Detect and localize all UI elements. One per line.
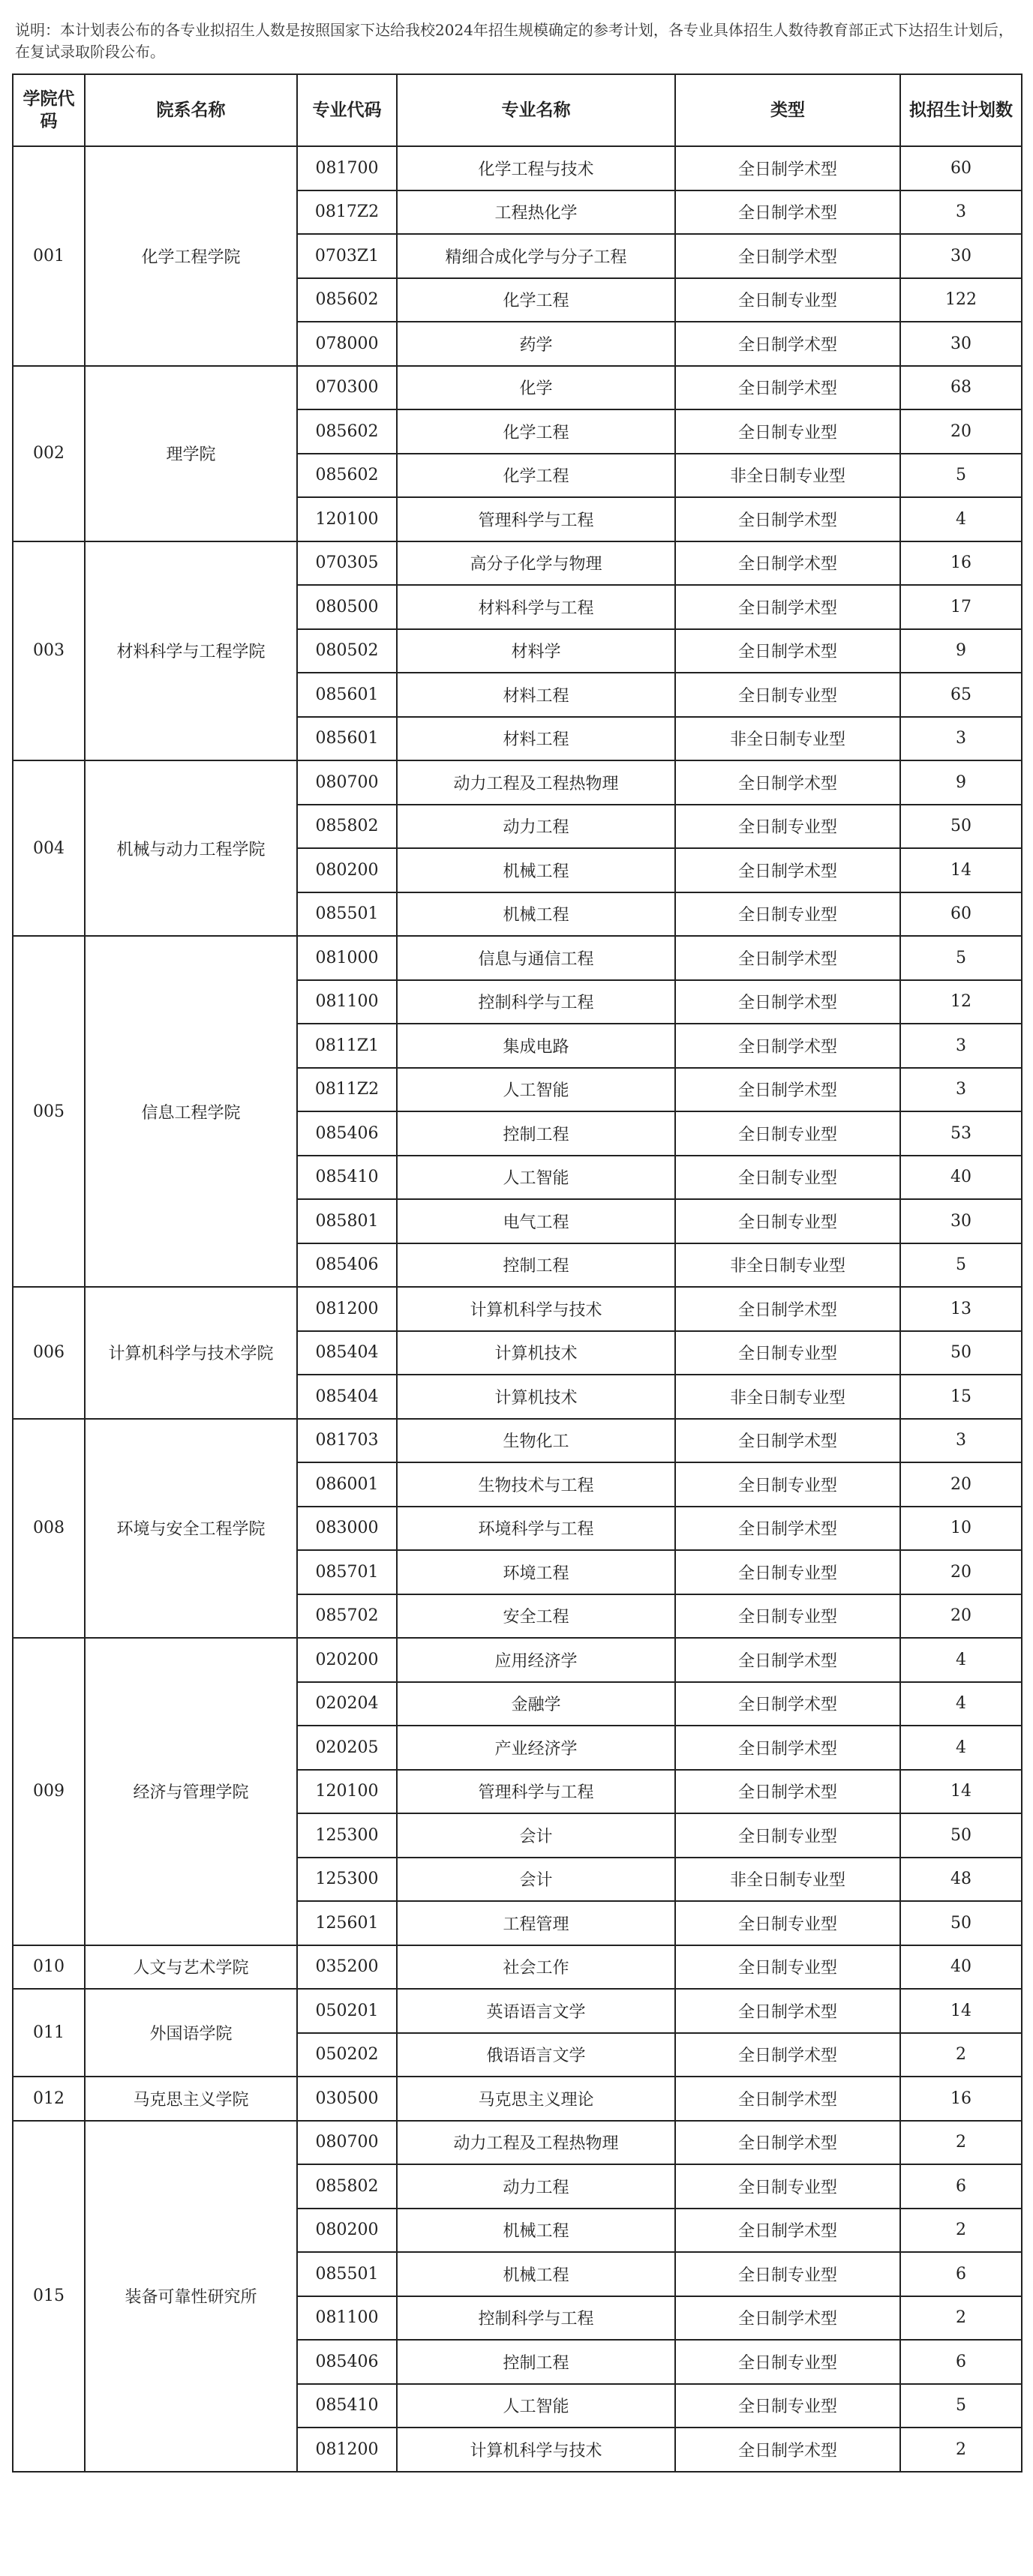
major-name-cell: 管理科学与工程 [397,1770,675,1814]
major-name-cell: 计算机科学与技术 [397,2428,675,2472]
quota-cell: 5 [900,454,1022,498]
type-cell: 全日制专业型 [675,892,900,937]
college-code-cell: 015 [13,2121,85,2472]
major-name-cell: 机械工程 [397,2252,675,2296]
type-cell: 全日制学术型 [675,2296,900,2341]
major-code-cell: 020200 [297,1638,397,1682]
major-code-cell: 020205 [297,1726,397,1770]
major-code-cell: 085602 [297,409,397,454]
major-code-cell: 085501 [297,892,397,937]
major-name-cell: 动力工程及工程热物理 [397,2121,675,2165]
type-cell: 全日制学术型 [675,1638,900,1682]
quota-cell: 4 [900,497,1022,541]
major-name-cell: 信息与通信工程 [397,936,675,980]
major-code-cell: 085601 [297,717,397,761]
quota-cell: 2 [900,2428,1022,2472]
college-name-cell: 人文与艺术学院 [85,1945,297,1990]
table-body [13,146,1022,2472]
type-cell: 全日制专业型 [675,278,900,322]
quota-cell: 4 [900,1726,1022,1770]
major-code-cell: 081200 [297,1287,397,1331]
major-code-cell: 070300 [297,366,397,410]
quota-cell: 5 [900,936,1022,980]
major-code-cell: 078000 [297,322,397,366]
major-code-cell: 125601 [297,1901,397,1945]
major-name-cell: 化学工程 [397,278,675,322]
quota-cell: 3 [900,1024,1022,1068]
major-name-cell: 社会工作 [397,1945,675,1990]
major-code-cell: 081700 [297,146,397,190]
major-code-cell: 030500 [297,2077,397,2121]
type-cell: 非全日制专业型 [675,454,900,498]
major-code-cell: 085404 [297,1331,397,1375]
major-name-cell: 人工智能 [397,1156,675,1200]
major-name-cell: 精细合成化学与分子工程 [397,234,675,278]
major-code-cell: 085801 [297,1199,397,1243]
major-name-cell: 材料工程 [397,717,675,761]
quota-cell: 20 [900,409,1022,454]
major-name-cell: 动力工程 [397,805,675,849]
major-name-cell: 人工智能 [397,2384,675,2428]
major-code-cell: 083000 [297,1507,397,1551]
major-name-cell: 环境工程 [397,1550,675,1594]
type-cell: 全日制学术型 [675,190,900,235]
type-cell: 全日制学术型 [675,1770,900,1814]
type-cell: 全日制学术型 [675,1507,900,1551]
type-cell: 全日制学术型 [675,2428,900,2472]
major-code-cell: 080502 [297,629,397,673]
table-row [13,1638,1022,1682]
quota-cell: 2 [900,2296,1022,2341]
quota-cell: 68 [900,366,1022,410]
type-cell: 全日制专业型 [675,1462,900,1507]
college-code-cell: 011 [13,1989,85,2077]
table-row [13,1989,1022,2033]
quota-cell: 9 [900,760,1022,805]
quota-cell: 15 [900,1375,1022,1419]
type-cell: 全日制专业型 [675,409,900,454]
table-row [13,146,1022,190]
quota-cell: 53 [900,1111,1022,1156]
college-code-cell: 003 [13,541,85,761]
type-cell: 全日制专业型 [675,2252,900,2296]
quota-cell: 50 [900,1901,1022,1945]
major-code-cell: 085702 [297,1594,397,1639]
header-major-name: 专业名称 [397,74,675,146]
quota-cell: 12 [900,980,1022,1024]
quota-cell: 4 [900,1682,1022,1726]
type-cell: 全日制学术型 [675,2121,900,2165]
type-cell: 全日制专业型 [675,805,900,849]
college-name-cell: 环境与安全工程学院 [85,1419,297,1639]
type-cell: 全日制专业型 [675,1156,900,1200]
quota-cell: 5 [900,1243,1022,1288]
major-code-cell: 085701 [297,1550,397,1594]
type-cell: 全日制学术型 [675,366,900,410]
table-row [13,2121,1022,2165]
major-name-cell: 控制工程 [397,1243,675,1288]
type-cell: 全日制专业型 [675,2164,900,2209]
major-name-cell: 动力工程及工程热物理 [397,760,675,805]
major-name-cell: 控制工程 [397,2340,675,2384]
major-name-cell: 化学 [397,366,675,410]
major-name-cell: 化学工程与技术 [397,146,675,190]
quota-cell: 50 [900,805,1022,849]
major-name-cell: 金融学 [397,1682,675,1726]
header-college-name: 院系名称 [85,74,297,146]
quota-cell: 14 [900,1770,1022,1814]
quota-cell: 20 [900,1550,1022,1594]
type-cell: 全日制专业型 [675,2340,900,2384]
quota-cell: 3 [900,190,1022,235]
major-code-cell: 081000 [297,936,397,980]
table-row [13,541,1022,586]
quota-cell: 5 [900,2384,1022,2428]
major-name-cell: 应用经济学 [397,1638,675,1682]
type-cell: 全日制学术型 [675,1287,900,1331]
major-name-cell: 计算机科学与技术 [397,1287,675,1331]
college-name-cell: 外国语学院 [85,1989,297,2077]
college-code-cell: 004 [13,760,85,936]
type-cell: 全日制学术型 [675,936,900,980]
type-cell: 全日制学术型 [675,2209,900,2253]
header-quota: 拟招生计划数 [900,74,1022,146]
major-code-cell: 080700 [297,2121,397,2165]
type-cell: 全日制学术型 [675,146,900,190]
quota-cell: 2 [900,2209,1022,2253]
type-cell: 全日制学术型 [675,1024,900,1068]
major-name-cell: 控制科学与工程 [397,980,675,1024]
major-code-cell: 086001 [297,1462,397,1507]
quota-cell: 16 [900,541,1022,586]
major-name-cell: 工程管理 [397,1901,675,1945]
type-cell: 全日制专业型 [675,1331,900,1375]
college-name-cell: 理学院 [85,366,297,541]
type-cell: 全日制专业型 [675,1813,900,1858]
quota-cell: 30 [900,234,1022,278]
quota-cell: 14 [900,848,1022,892]
major-name-cell: 化学工程 [397,454,675,498]
quota-cell: 10 [900,1507,1022,1551]
major-code-cell: 085602 [297,454,397,498]
type-cell: 全日制学术型 [675,629,900,673]
major-name-cell: 机械工程 [397,2209,675,2253]
major-code-cell: 081200 [297,2428,397,2472]
major-code-cell: 0811Z2 [297,1068,397,1112]
major-code-cell: 085410 [297,1156,397,1200]
type-cell: 全日制专业型 [675,1594,900,1639]
major-code-cell: 085601 [297,673,397,717]
type-cell: 全日制学术型 [675,1068,900,1112]
major-code-cell: 070305 [297,541,397,586]
quota-cell: 4 [900,1638,1022,1682]
type-cell: 全日制专业型 [675,1111,900,1156]
type-cell: 全日制学术型 [675,1682,900,1726]
major-name-cell: 英语语言文学 [397,1989,675,2033]
quota-cell: 40 [900,1156,1022,1200]
quota-cell: 6 [900,2252,1022,2296]
college-code-cell: 009 [13,1638,85,1945]
type-cell: 全日制学术型 [675,234,900,278]
quota-cell: 6 [900,2340,1022,2384]
major-code-cell: 125300 [297,1813,397,1858]
college-name-cell: 信息工程学院 [85,936,297,1287]
type-cell: 非全日制专业型 [675,717,900,761]
type-cell: 非全日制专业型 [675,1375,900,1419]
major-name-cell: 机械工程 [397,892,675,937]
quota-cell: 16 [900,2077,1022,2121]
type-cell: 全日制学术型 [675,2033,900,2077]
major-code-cell: 081100 [297,2296,397,2341]
major-code-cell: 020204 [297,1682,397,1726]
quota-cell: 60 [900,146,1022,190]
college-code-cell: 008 [13,1419,85,1639]
table-row [13,1287,1022,1331]
major-name-cell: 俄语语言文学 [397,2033,675,2077]
quota-cell: 20 [900,1462,1022,1507]
quota-cell: 17 [900,585,1022,629]
type-cell: 全日制专业型 [675,1945,900,1990]
major-code-cell: 120100 [297,1770,397,1814]
major-name-cell: 材料学 [397,629,675,673]
quota-cell: 30 [900,1199,1022,1243]
major-code-cell: 085406 [297,1243,397,1288]
major-name-cell: 动力工程 [397,2164,675,2209]
quota-cell: 122 [900,278,1022,322]
quota-cell: 40 [900,1945,1022,1990]
major-name-cell: 集成电路 [397,1024,675,1068]
type-cell: 全日制学术型 [675,848,900,892]
major-code-cell: 125300 [297,1858,397,1902]
college-name-cell: 计算机科学与技术学院 [85,1287,297,1419]
major-name-cell: 会计 [397,1813,675,1858]
major-name-cell: 生物技术与工程 [397,1462,675,1507]
quota-cell: 60 [900,892,1022,937]
major-name-cell: 计算机技术 [397,1375,675,1419]
college-name-cell: 马克思主义学院 [85,2077,297,2121]
major-name-cell: 环境科学与工程 [397,1507,675,1551]
major-name-cell: 药学 [397,322,675,366]
quota-cell: 3 [900,1068,1022,1112]
quota-cell: 14 [900,1989,1022,2033]
type-cell: 全日制学术型 [675,497,900,541]
major-code-cell: 080700 [297,760,397,805]
major-code-cell: 085406 [297,1111,397,1156]
major-name-cell: 安全工程 [397,1594,675,1639]
quota-cell: 20 [900,1594,1022,1639]
major-code-cell: 081703 [297,1419,397,1463]
quota-cell: 48 [900,1858,1022,1902]
header-major-code: 专业代码 [297,74,397,146]
type-cell: 全日制学术型 [675,1989,900,2033]
table-row [13,760,1022,805]
quota-cell: 6 [900,2164,1022,2209]
type-cell: 全日制学术型 [675,585,900,629]
college-name-cell: 机械与动力工程学院 [85,760,297,936]
quota-cell: 2 [900,2121,1022,2165]
major-name-cell: 机械工程 [397,848,675,892]
type-cell: 全日制学术型 [675,541,900,586]
major-name-cell: 电气工程 [397,1199,675,1243]
type-cell: 非全日制专业型 [675,1858,900,1902]
major-name-cell: 控制工程 [397,1111,675,1156]
type-cell: 全日制专业型 [675,2384,900,2428]
college-name-cell: 化学工程学院 [85,146,297,366]
quota-cell: 50 [900,1813,1022,1858]
major-name-cell: 化学工程 [397,409,675,454]
major-code-cell: 0811Z1 [297,1024,397,1068]
major-name-cell: 会计 [397,1858,675,1902]
major-code-cell: 050201 [297,1989,397,2033]
major-name-cell: 管理科学与工程 [397,497,675,541]
college-code-cell: 002 [13,366,85,541]
major-code-cell: 080200 [297,848,397,892]
major-code-cell: 085406 [297,2340,397,2384]
table-row [13,1419,1022,1463]
quota-cell: 2 [900,2033,1022,2077]
major-code-cell: 080500 [297,585,397,629]
type-cell: 全日制专业型 [675,1901,900,1945]
header-college-code: 学院代码 [13,74,85,146]
major-code-cell: 050202 [297,2033,397,2077]
major-code-cell: 0817Z2 [297,190,397,235]
college-name-cell: 经济与管理学院 [85,1638,297,1945]
table-row [13,366,1022,410]
table-header-row [13,74,1022,146]
major-name-cell: 材料科学与工程 [397,585,675,629]
type-cell: 全日制学术型 [675,1726,900,1770]
major-name-cell: 人工智能 [397,1068,675,1112]
type-cell: 全日制专业型 [675,1550,900,1594]
table-row [13,2077,1022,2121]
type-cell: 全日制学术型 [675,760,900,805]
college-name-cell: 装备可靠性研究所 [85,2121,297,2472]
major-code-cell: 085404 [297,1375,397,1419]
college-code-cell: 012 [13,2077,85,2121]
college-code-cell: 006 [13,1287,85,1419]
major-name-cell: 生物化工 [397,1419,675,1463]
quota-cell: 65 [900,673,1022,717]
quota-cell: 13 [900,1287,1022,1331]
header-type: 类型 [675,74,900,146]
type-cell: 全日制专业型 [675,1199,900,1243]
type-cell: 全日制学术型 [675,1419,900,1463]
quota-cell: 30 [900,322,1022,366]
table-row [13,936,1022,980]
quota-cell: 3 [900,717,1022,761]
enrollment-plan-table [12,73,1022,2473]
major-code-cell: 120100 [297,497,397,541]
type-cell: 全日制专业型 [675,673,900,717]
major-name-cell: 控制科学与工程 [397,2296,675,2341]
quota-cell: 3 [900,1419,1022,1463]
major-code-cell: 0703Z1 [297,234,397,278]
major-code-cell: 085802 [297,805,397,849]
college-code-cell: 010 [13,1945,85,1990]
quota-cell: 50 [900,1331,1022,1375]
major-name-cell: 产业经济学 [397,1726,675,1770]
quota-cell: 9 [900,629,1022,673]
college-code-cell: 001 [13,146,85,366]
major-name-cell: 高分子化学与物理 [397,541,675,586]
major-code-cell: 085602 [297,278,397,322]
major-code-cell: 080200 [297,2209,397,2253]
major-name-cell: 计算机技术 [397,1331,675,1375]
major-code-cell: 085501 [297,2252,397,2296]
major-name-cell: 马克思主义理论 [397,2077,675,2121]
major-code-cell: 085410 [297,2384,397,2428]
type-cell: 全日制学术型 [675,980,900,1024]
type-cell: 非全日制专业型 [675,1243,900,1288]
table-row [13,1945,1022,1990]
major-code-cell: 081100 [297,980,397,1024]
major-name-cell: 工程热化学 [397,190,675,235]
college-name-cell: 材料科学与工程学院 [85,541,297,761]
explanation-note: 说明：本计划表公布的各专业拟招生人数是按照国家下达给我校2024年招生规模确定的参考计划，各专业具体招生人数待教育部正式下达招生计划后，在复试录取阶段公布。 [15,21,1013,61]
major-name-cell: 材料工程 [397,673,675,717]
major-code-cell: 035200 [297,1945,397,1990]
type-cell: 全日制学术型 [675,2077,900,2121]
college-code-cell: 005 [13,936,85,1287]
major-code-cell: 085802 [297,2164,397,2209]
type-cell: 全日制学术型 [675,322,900,366]
